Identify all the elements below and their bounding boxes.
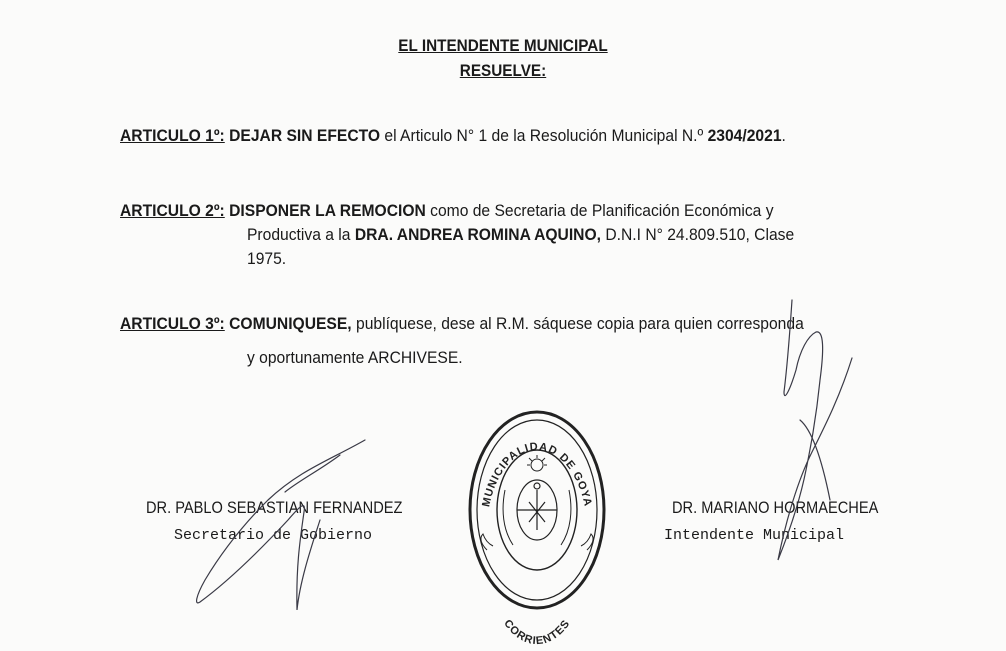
signatory-1-name: DR. PABLO SEBASTIAN FERNANDEZ [146,498,403,517]
svg-text:CORRIENTES [501,618,572,648]
article-2-line3: 1975. [247,249,287,268]
coat-of-arms-icon [517,480,557,540]
article-2-line2-b: D.N.I N° 24.809.510, Clase [600,225,795,244]
article-2-label: ARTICULO 2º: [120,201,225,220]
article-3-line2: y oportunamente ARCHIVESE. [247,348,463,367]
article-2-line2-a: Productiva a la [247,225,355,244]
signatory-2-role: Intendente Municipal [664,527,845,544]
article-3-text: publíquese, dese al R.M. sáquese copia para quien corresponda [351,314,804,333]
heading-title: EL INTENDENTE MUNICIPAL [398,36,608,55]
signatory-2-name: DR. MARIANO HORMAECHEA [672,498,879,517]
seal-top-text: MUNICIPALIDAD DE GOYA [480,440,594,509]
article-1-lead: DEJAR SIN EFECTO [229,126,381,145]
article-2-lead: DISPONER LA REMOCION [229,201,426,220]
article-3-label: ARTICULO 3º: [120,314,225,333]
heading-resuelve: RESUELVE: [459,61,547,80]
article-1-ref: 2304/2021 [707,126,782,145]
article-1-label: ARTICULO 1º: [120,126,225,145]
signatory-1-role: Secretario de Gobierno [174,527,373,544]
article-2-name: DRA. ANDREA ROMINA AQUINO, [354,225,601,244]
article-2-text: como de Secretaria de Planificación Económica y [425,201,774,220]
sun-icon [527,455,547,471]
seal-bottom-text: CORRIENTES [501,617,573,648]
article-3-lead: COMUNIQUESE, [229,314,352,333]
article-1-text: el Articulo N° 1 de la Resolución Municipal N.º [380,126,708,145]
article-1-end: . [781,126,786,145]
